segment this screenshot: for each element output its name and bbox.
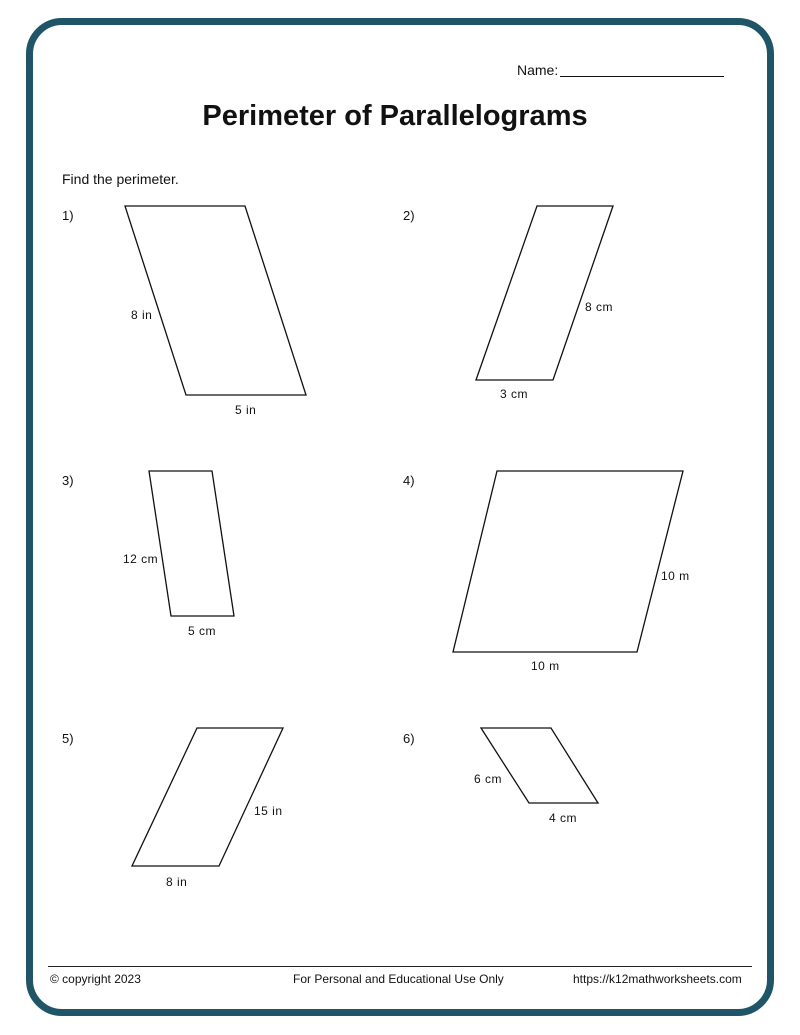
side-label: 8 in [131,308,153,322]
problem-5 [62,728,283,889]
parallelogram-shape [149,471,234,616]
problem-1 [62,206,306,417]
problem-3 [62,471,234,638]
side-label: 10 m [661,569,690,583]
base-label: 5 cm [188,624,217,638]
footer-website-link[interactable]: https://k12mathworksheets.com [573,972,742,986]
base-label: 10 m [531,659,560,673]
problem-number: 2) [403,208,415,223]
problem-4 [403,471,690,673]
base-label: 3 cm [500,387,529,401]
base-label: 8 in [166,875,188,889]
problem-number: 4) [403,473,415,488]
problem-2 [403,206,613,401]
base-label: 4 cm [549,811,578,825]
name-label: Name: [517,62,559,78]
side-label: 15 in [254,804,283,818]
side-label: 12 cm [123,552,159,566]
instructions: Find the perimeter. [62,171,179,187]
problem-6 [403,728,598,825]
footer-usage: For Personal and Educational Use Only [293,972,504,986]
parallelogram-shape [453,471,683,652]
problem-number: 5) [62,731,74,746]
side-label: 8 cm [585,300,614,314]
side-label: 6 cm [474,772,503,786]
problem-number: 6) [403,731,415,746]
parallelogram-shape [481,728,598,803]
problem-number: 3) [62,473,74,488]
parallelogram-shape [125,206,306,395]
base-label: 5 in [235,403,257,417]
footer-divider [48,966,752,967]
parallelogram-shape [476,206,613,380]
parallelogram-shape [132,728,283,866]
footer-copyright: © copyright 2023 [50,972,141,986]
page-title: Perimeter of Parallelograms [202,100,588,132]
problem-number: 1) [62,208,74,223]
